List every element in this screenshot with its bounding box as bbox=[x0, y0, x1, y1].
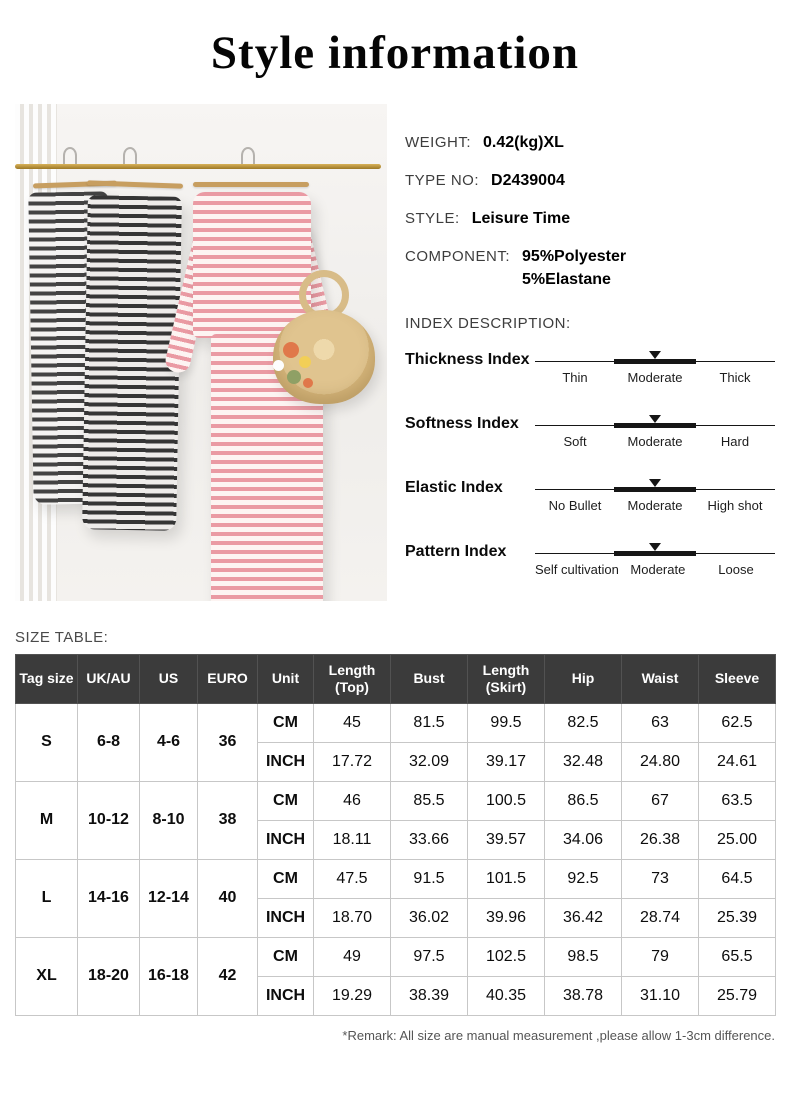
column-header: Unit bbox=[258, 655, 314, 704]
slider-marker-icon bbox=[649, 415, 661, 423]
size-value: 86.5 bbox=[545, 781, 622, 820]
unit-label: CM bbox=[258, 781, 314, 820]
product-info bbox=[405, 104, 775, 601]
size-value: 85.5 bbox=[391, 781, 468, 820]
index-label: Thickness Index bbox=[405, 351, 530, 368]
tag-size-cell: S bbox=[16, 703, 78, 781]
column-header: Length (Skirt) bbox=[468, 655, 545, 704]
index-label: Elastic Index bbox=[405, 479, 503, 496]
column-header: Sleeve bbox=[699, 655, 776, 704]
size-value: 62.5 bbox=[699, 703, 776, 742]
size-value: 100.5 bbox=[468, 781, 545, 820]
index-row-pattern bbox=[405, 538, 775, 588]
column-header: UK/AU bbox=[78, 655, 140, 704]
ukau-cell: 10-12 bbox=[78, 781, 140, 859]
size-value: 73 bbox=[622, 859, 699, 898]
slider-selected-segment bbox=[614, 487, 696, 492]
size-value: 25.00 bbox=[699, 820, 776, 859]
size-value: 82.5 bbox=[545, 703, 622, 742]
unit-label: INCH bbox=[258, 976, 314, 1015]
unit-label: CM bbox=[258, 703, 314, 742]
slider-marker-icon bbox=[649, 543, 661, 551]
size-value: 46 bbox=[314, 781, 391, 820]
unit-label: CM bbox=[258, 859, 314, 898]
slider-marker-icon bbox=[649, 351, 661, 359]
page-title: Style information bbox=[210, 27, 580, 79]
euro-cell: 42 bbox=[198, 937, 258, 1015]
size-value: 101.5 bbox=[468, 859, 545, 898]
size-value: 79 bbox=[622, 937, 699, 976]
slider-option: No Bullet bbox=[548, 498, 602, 513]
index-row-elastic bbox=[405, 474, 775, 524]
slider-selected-segment bbox=[614, 423, 696, 428]
column-header: US bbox=[140, 655, 198, 704]
size-value: 38.78 bbox=[545, 976, 622, 1015]
spec-value: 0.42(kg)XL bbox=[483, 134, 564, 151]
hanger-hook bbox=[123, 147, 137, 164]
us-cell: 4-6 bbox=[140, 703, 198, 781]
us-cell: 16-18 bbox=[140, 937, 198, 1015]
us-cell: 8-10 bbox=[140, 781, 198, 859]
spec-style bbox=[405, 210, 775, 228]
size-row-xl-cm bbox=[16, 937, 776, 976]
ukau-cell: 14-16 bbox=[78, 859, 140, 937]
size-value: 97.5 bbox=[391, 937, 468, 976]
index-row-softness bbox=[405, 410, 775, 460]
ukau-cell: 18-20 bbox=[78, 937, 140, 1015]
size-value: 33.66 bbox=[391, 820, 468, 859]
slider-selected-segment bbox=[614, 359, 696, 364]
size-value: 18.70 bbox=[314, 898, 391, 937]
ukau-cell: 6-8 bbox=[78, 703, 140, 781]
column-header: Length (Top) bbox=[314, 655, 391, 704]
size-row-m-cm bbox=[16, 781, 776, 820]
product-photo bbox=[15, 104, 387, 601]
hanger-hook bbox=[241, 147, 255, 164]
size-value: 49 bbox=[314, 937, 391, 976]
spec-weight bbox=[405, 134, 775, 152]
size-value: 19.29 bbox=[314, 976, 391, 1015]
slider-labels bbox=[535, 498, 775, 513]
slider-selected-segment bbox=[614, 551, 696, 556]
tag-size-cell: XL bbox=[16, 937, 78, 1015]
size-value: 38.39 bbox=[391, 976, 468, 1015]
size-value: 32.09 bbox=[391, 742, 468, 781]
unit-label: CM bbox=[258, 937, 314, 976]
spec-type-no bbox=[405, 172, 775, 190]
size-table-heading: SIZE TABLE: bbox=[15, 629, 109, 646]
spec-component bbox=[405, 248, 775, 289]
index-description-heading: INDEX DESCRIPTION: bbox=[405, 315, 571, 332]
spec-value-stack bbox=[522, 248, 626, 289]
size-value: 32.48 bbox=[545, 742, 622, 781]
slider-option: Thick bbox=[719, 370, 751, 385]
index-row-thickness bbox=[405, 346, 775, 396]
slider-option: Thin bbox=[562, 370, 588, 385]
flower bbox=[299, 356, 311, 368]
size-value: 17.72 bbox=[314, 742, 391, 781]
column-header: Hip bbox=[545, 655, 622, 704]
spec-value: 95%Polyester bbox=[522, 248, 627, 265]
clothes-rail bbox=[15, 164, 381, 169]
main-section bbox=[0, 104, 790, 601]
size-value: 25.79 bbox=[699, 976, 776, 1015]
size-value: 36.02 bbox=[391, 898, 468, 937]
slider-labels bbox=[535, 434, 775, 449]
size-value: 99.5 bbox=[468, 703, 545, 742]
size-value: 39.57 bbox=[468, 820, 545, 859]
flower bbox=[283, 342, 299, 358]
wooden-hanger bbox=[193, 182, 309, 187]
slider-marker-icon bbox=[649, 479, 661, 487]
slider-labels bbox=[535, 562, 775, 577]
spec-value: D2439004 bbox=[491, 172, 565, 189]
slider-option: Moderate bbox=[627, 498, 683, 513]
flower bbox=[303, 378, 313, 388]
tag-size-cell: M bbox=[16, 781, 78, 859]
slider-option: Moderate bbox=[627, 370, 683, 385]
size-value: 31.10 bbox=[622, 976, 699, 1015]
pink-striped-top bbox=[193, 192, 311, 338]
index-slider bbox=[535, 346, 775, 396]
column-header: Tag size bbox=[16, 655, 78, 704]
size-value: 67 bbox=[622, 781, 699, 820]
spec-label: COMPONENT: bbox=[405, 248, 511, 265]
unit-label: INCH bbox=[258, 820, 314, 859]
slider-labels bbox=[535, 370, 775, 385]
index-slider bbox=[535, 474, 775, 524]
hanger-hook bbox=[63, 147, 77, 164]
column-header: Bust bbox=[391, 655, 468, 704]
flower bbox=[273, 360, 284, 371]
slider-option: Soft bbox=[563, 434, 587, 449]
slider-option: Moderate bbox=[627, 434, 683, 449]
us-cell: 12-14 bbox=[140, 859, 198, 937]
euro-cell: 36 bbox=[198, 703, 258, 781]
size-value: 24.80 bbox=[622, 742, 699, 781]
slider-option: Self cultivation bbox=[535, 562, 619, 577]
index-slider bbox=[535, 538, 775, 588]
index-label: Softness Index bbox=[405, 415, 519, 432]
size-value: 65.5 bbox=[699, 937, 776, 976]
size-value: 28.74 bbox=[622, 898, 699, 937]
euro-cell: 40 bbox=[198, 859, 258, 937]
unit-label: INCH bbox=[258, 742, 314, 781]
size-value: 64.5 bbox=[699, 859, 776, 898]
size-value: 39.96 bbox=[468, 898, 545, 937]
slider-option: Loose bbox=[718, 562, 754, 577]
slider-option: High shot bbox=[707, 498, 763, 513]
size-value: 102.5 bbox=[468, 937, 545, 976]
size-table-section bbox=[0, 629, 790, 1043]
tag-size-cell: L bbox=[16, 859, 78, 937]
size-table bbox=[15, 654, 776, 1016]
unit-label: INCH bbox=[258, 898, 314, 937]
column-header: EURO bbox=[198, 655, 258, 704]
index-label: Pattern Index bbox=[405, 543, 507, 560]
slider-option: Hard bbox=[720, 434, 750, 449]
spec-label: WEIGHT: bbox=[405, 134, 471, 151]
header-row bbox=[16, 655, 776, 704]
size-value: 39.17 bbox=[468, 742, 545, 781]
spec-value: 5%Elastane bbox=[522, 271, 611, 288]
size-value: 36.42 bbox=[545, 898, 622, 937]
size-value: 63.5 bbox=[699, 781, 776, 820]
size-value: 98.5 bbox=[545, 937, 622, 976]
size-value: 63 bbox=[622, 703, 699, 742]
size-value: 34.06 bbox=[545, 820, 622, 859]
spec-value: Leisure Time bbox=[471, 210, 571, 227]
size-remark: *Remark: All size are manual measurement ,please allow 1-3cm difference. bbox=[342, 1027, 775, 1043]
spec-label: STYLE: bbox=[405, 210, 460, 227]
column-header: Waist bbox=[622, 655, 699, 704]
index-slider bbox=[535, 410, 775, 460]
size-value: 47.5 bbox=[314, 859, 391, 898]
size-row-s-cm bbox=[16, 703, 776, 742]
slider-option: Moderate bbox=[630, 562, 686, 577]
size-value: 18.11 bbox=[314, 820, 391, 859]
wooden-hanger bbox=[87, 180, 183, 188]
size-value: 26.38 bbox=[622, 820, 699, 859]
size-value: 24.61 bbox=[699, 742, 776, 781]
size-value: 92.5 bbox=[545, 859, 622, 898]
spec-label: TYPE NO: bbox=[405, 172, 480, 189]
flower-leaf bbox=[287, 370, 301, 384]
size-value: 91.5 bbox=[391, 859, 468, 898]
size-value: 81.5 bbox=[391, 703, 468, 742]
size-value: 25.39 bbox=[699, 898, 776, 937]
size-value: 40.35 bbox=[468, 976, 545, 1015]
euro-cell: 38 bbox=[198, 781, 258, 859]
size-row-l-cm bbox=[16, 859, 776, 898]
size-value: 45 bbox=[314, 703, 391, 742]
